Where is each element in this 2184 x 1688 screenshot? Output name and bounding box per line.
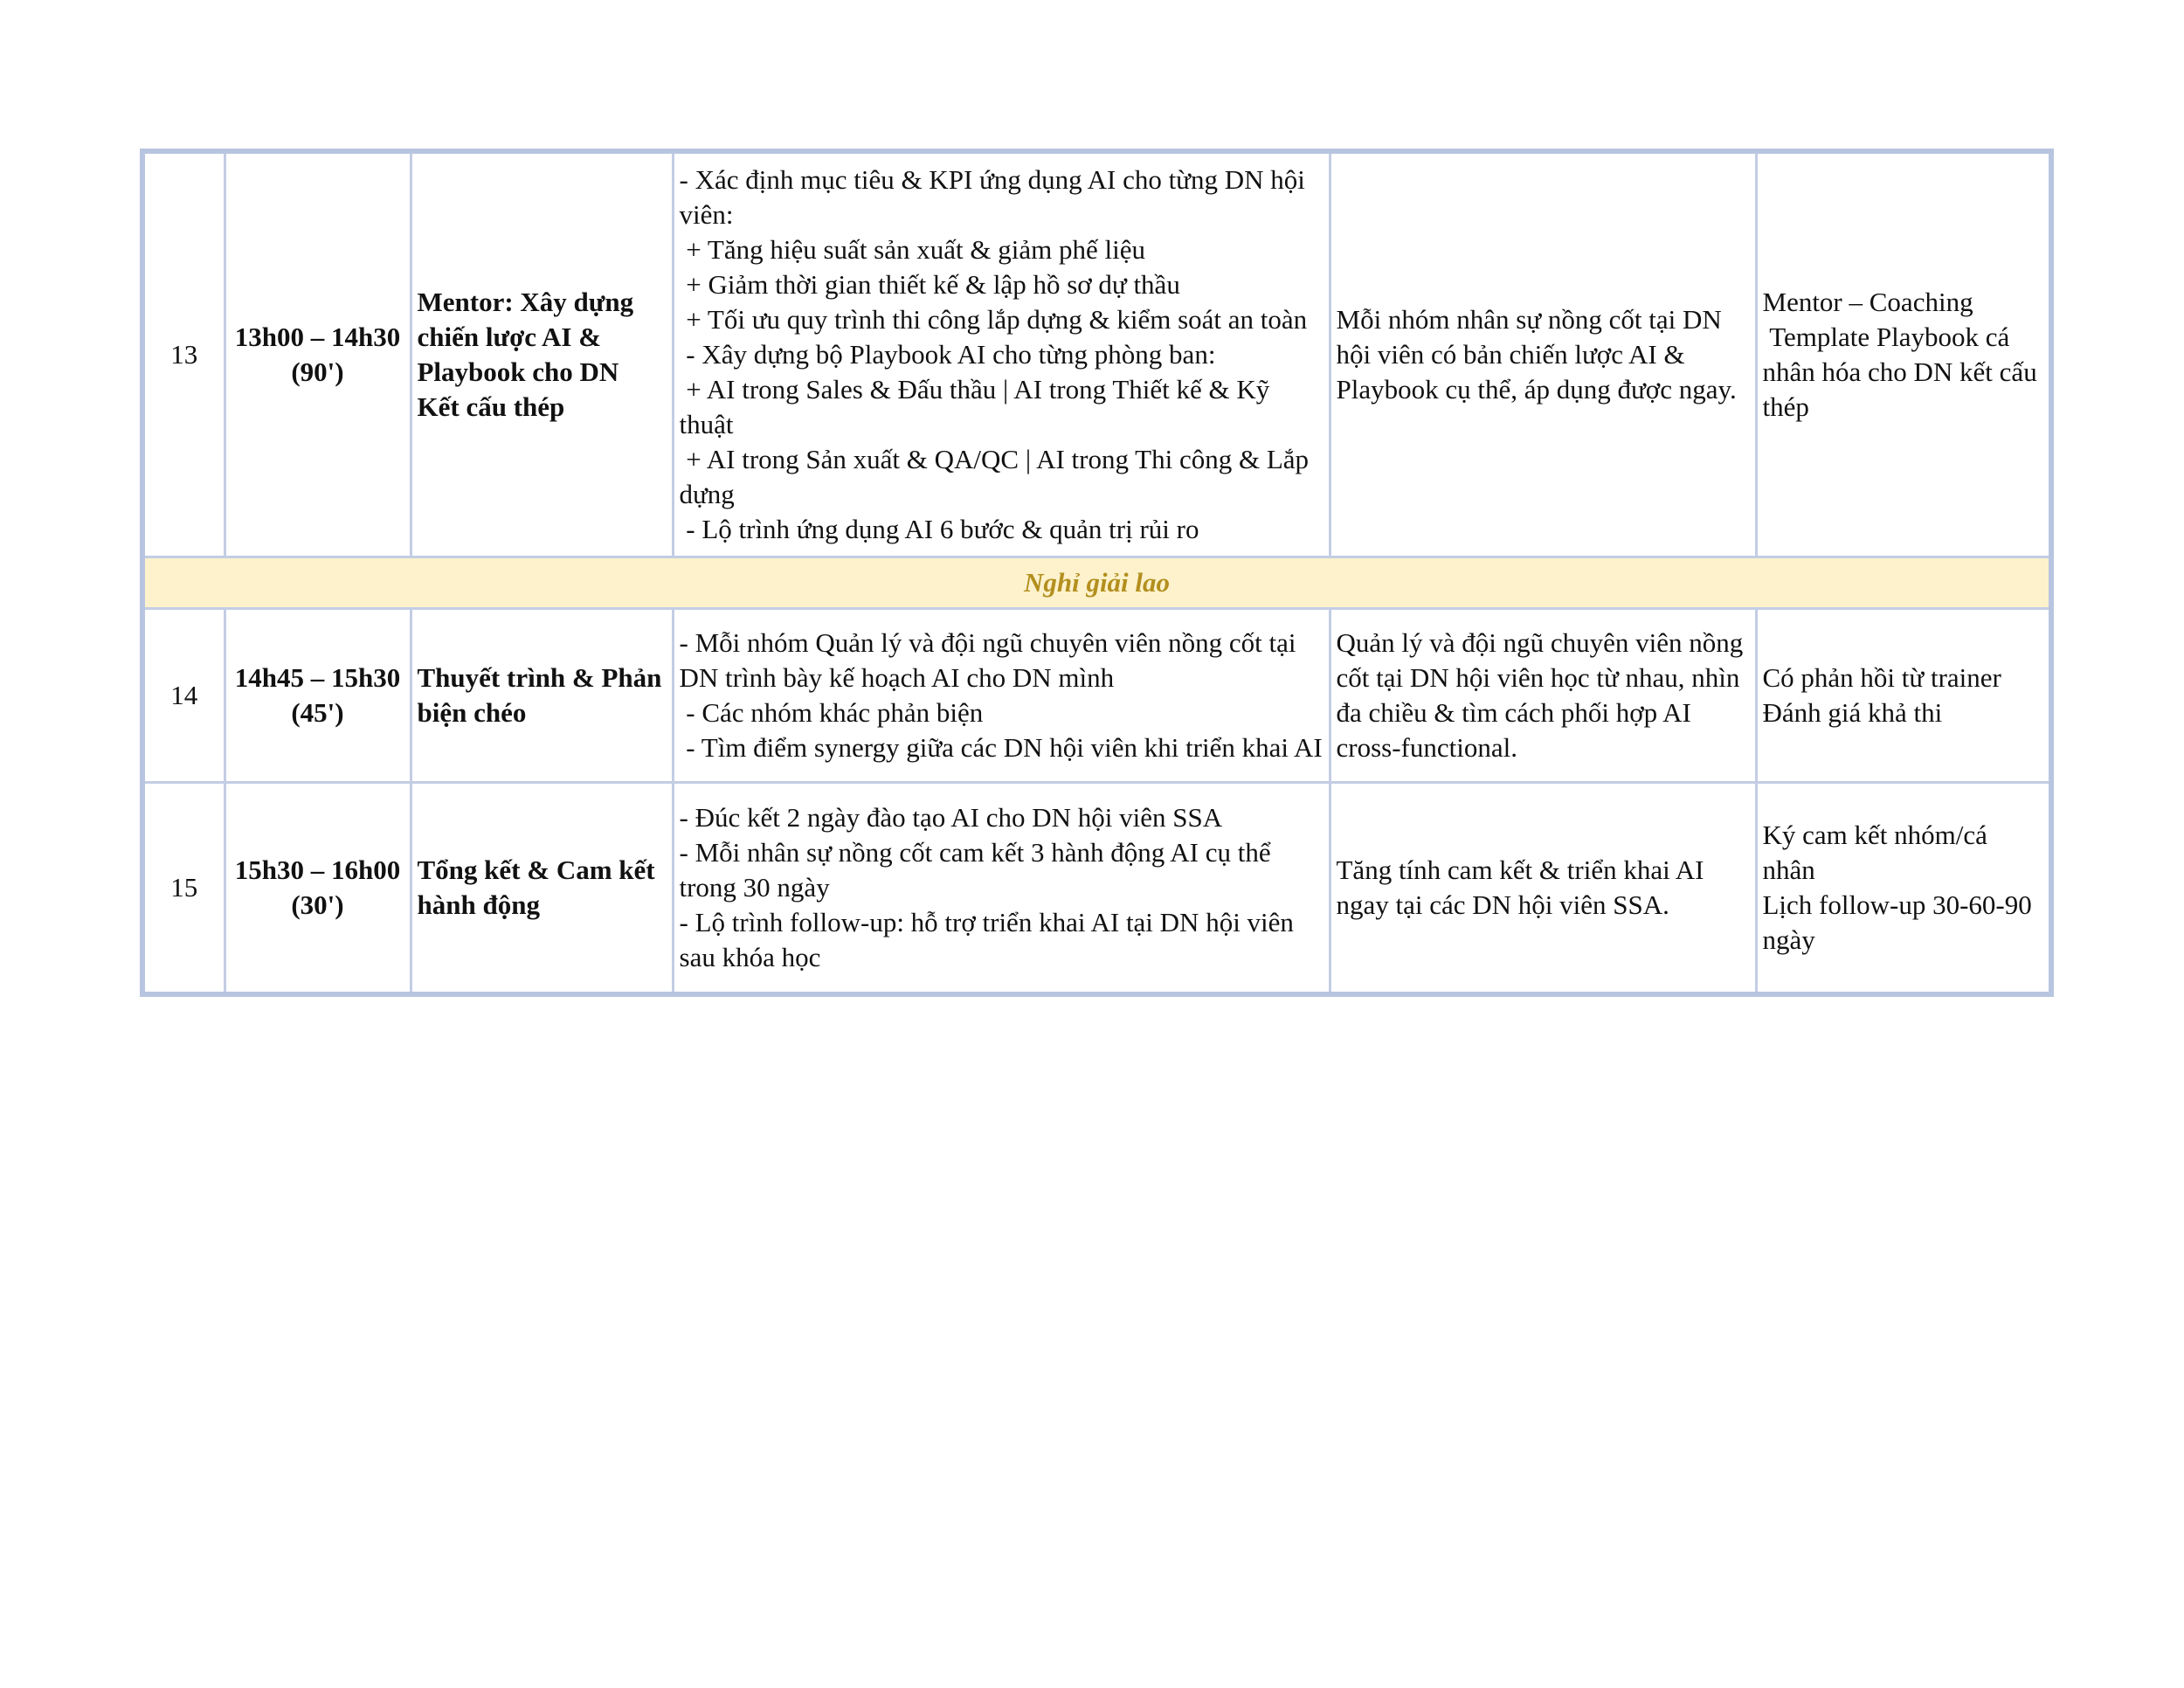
break-label: Nghỉ giải lao [142,557,2051,609]
session-content [673,609,1330,783]
break-row [142,557,2051,609]
content-line: - Đúc kết 2 ngày đào tạo AI cho DN hội viên SSA [679,802,1223,833]
method-line: Lịch follow-up 30-60-90 ngày [1762,889,2039,955]
time-duration: (30') [291,889,344,920]
session-outcome: Quản lý và đội ngũ chuyên viên nồng cốt tại DN hội viên học từ nhau, nhìn đa chiều & tìm cách phối hợp AI cross-functional. [1330,609,1756,783]
session-topic: Mentor: Xây dựng chiến lược AI & Playbook cho DN Kết cấu thép [411,151,673,557]
session-content [673,151,1330,557]
content-line: - Mỗi nhóm Quản lý và đội ngũ chuyên viên nồng cốt tại DN trình bày kế hoạch AI cho DN mình [679,627,1303,693]
time-range: 14h45 – 15h30 [234,662,401,693]
content-line: + Giảm thời gian thiết kế & lập hồ sơ dự thầu [679,269,1180,300]
method-line: Có phản hồi từ trainer [1762,662,2001,693]
session-method [1756,783,2051,995]
method-line: Ký cam kết nhóm/cá nhân [1762,820,1994,885]
content-line: + Tối ưu quy trình thi công lắp dựng & kiểm soát an toàn [679,304,1308,335]
time-duration: (45') [291,697,344,728]
session-content [673,783,1330,995]
method-line: Đánh giá khả thi [1762,697,1943,728]
time-range: 15h30 – 16h00 [234,854,401,885]
content-line: + AI trong Sales & Đấu thầu | AI trong Thiết kế & Kỹ thuật [679,374,1276,439]
session-time [225,151,411,557]
content-line: - Tìm điểm synergy giữa các DN hội viên khi triển khai AI [679,732,1323,763]
method-line: Template Playbook cá nhân hóa cho DN kết cấu thép [1762,322,2044,422]
method-line: Mentor – Coaching [1762,287,1973,317]
session-number: 14 [142,609,225,783]
content-line: - Lộ trình ứng dụng AI 6 bước & quản trị rủi ro [679,514,1199,544]
content-line: + AI trong Sản xuất & QA/QC | AI trong Thi công & Lắp dựng [679,444,1316,509]
table-row [142,783,2051,995]
time-duration: (90') [291,356,344,387]
time-range: 13h00 – 14h30 [234,322,401,352]
table-row [142,609,2051,783]
table-row [142,151,2051,557]
session-outcome: Mỗi nhóm nhân sự nồng cốt tại DN hội viên có bản chiến lược AI & Playbook cụ thể, áp dụng được ngay. [1330,151,1756,557]
session-method [1756,609,2051,783]
session-number: 15 [142,783,225,995]
session-topic: Tổng kết & Cam kết hành động [411,783,673,995]
agenda-table [140,149,2054,997]
content-line: - Xây dựng bộ Playbook AI cho từng phòng ban: [679,339,1216,370]
session-time [225,783,411,995]
content-line: - Xác định mục tiêu & KPI ứng dụng AI cho từng DN hội viên: [679,164,1312,230]
session-time [225,609,411,783]
content-line: + Tăng hiệu suất sản xuất & giảm phế liệu [679,234,1145,265]
session-outcome: Tăng tính cam kết & triển khai AI ngay tại các DN hội viên SSA. [1330,783,1756,995]
session-method [1756,151,2051,557]
session-topic: Thuyết trình & Phản biện chéo [411,609,673,783]
content-line: - Mỗi nhân sự nồng cốt cam kết 3 hành động AI cụ thể trong 30 ngày [679,837,1278,903]
session-number: 13 [142,151,225,557]
content-line: - Các nhóm khác phản biện [679,697,984,728]
content-line: - Lộ trình follow-up: hỗ trợ triển khai AI tại DN hội viên sau khóa học [679,907,1301,972]
